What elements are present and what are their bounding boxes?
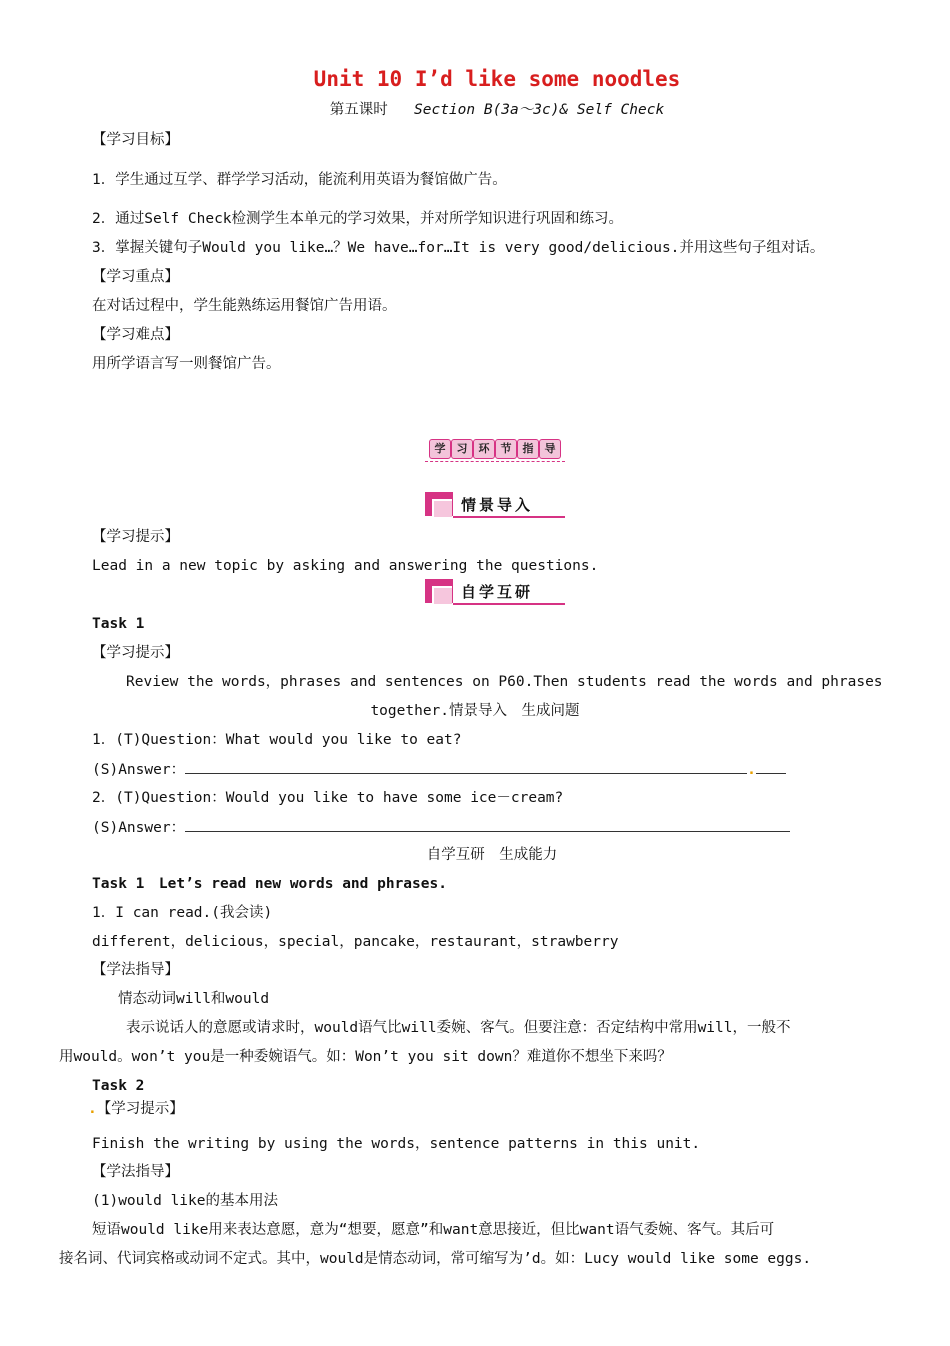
objective-item: 3．掌握关键句子Would you like…？We have…for…It is very good/delicious.并用这些句子组对话。 bbox=[92, 240, 825, 256]
objective-item: 2．通过Self Check检测学生本单元的学习效果，并对所学知识进行巩固和练习。 bbox=[92, 211, 624, 227]
guide-char: 习 bbox=[451, 439, 473, 459]
paragraph-line: 接名词、代词宾格或动词不定式。其中，would是情态动词，常可缩写为’d。如：Lucy would like some eggs. bbox=[59, 1251, 812, 1267]
guide-char: 导 bbox=[539, 439, 561, 459]
guide-divider bbox=[425, 461, 565, 462]
subheading: 自学互研 生成能力 bbox=[426, 847, 558, 863]
answer-blank[interactable] bbox=[185, 759, 747, 774]
answer-blank[interactable] bbox=[185, 817, 790, 832]
dot-mark: . bbox=[747, 762, 756, 778]
lesson-section: Section B(3a～3c)& Self Check bbox=[414, 102, 665, 118]
answer-label: (S)Answer： bbox=[92, 762, 186, 778]
difficulties-text: 用所学语言写一则餐馆广告。 bbox=[92, 356, 281, 372]
answer-blank[interactable] bbox=[756, 759, 786, 774]
section-banner-lead-in bbox=[425, 492, 565, 518]
lesson-number: 第五课时 bbox=[329, 102, 388, 118]
tip-heading: 【学习提示】 bbox=[96, 1101, 184, 1117]
objectives-heading: 【学习目标】 bbox=[92, 132, 179, 148]
guide-char: 学 bbox=[429, 439, 451, 459]
list-item: 1．I can read.(我会读) bbox=[92, 905, 273, 921]
objective-item: 1．学生通过互学、群学学习活动，能流利用英语为餐馆做广告。 bbox=[92, 172, 507, 188]
tip-text: Lead in a new topic by asking and answering the questions. bbox=[92, 558, 599, 574]
question: 1．(T)Question：What would you like to eat? bbox=[92, 732, 462, 748]
tip-heading: 【学习提示】 bbox=[92, 645, 179, 661]
difficulties-heading: 【学习难点】 bbox=[92, 327, 179, 343]
answer-label: (S)Answer： bbox=[92, 820, 186, 836]
usage-title: (1)would like的基本用法 bbox=[92, 1193, 278, 1209]
tip-text: together.情景导入 生成问题 bbox=[370, 703, 580, 719]
banner-square-icon bbox=[425, 579, 453, 603]
paragraph-line: 短语would like用来表达意愿，意为“想要，愿意”和want意思接近，但比want语气委婉、客气。其后可 bbox=[92, 1222, 775, 1238]
lesson-subtitle bbox=[0, 100, 950, 120]
answer-row bbox=[92, 817, 790, 838]
task-title: Task 1 bbox=[92, 616, 145, 632]
dot-mark: . bbox=[88, 1101, 97, 1117]
guide-char: 环 bbox=[473, 439, 495, 459]
paragraph-line: 用would。won’t you是一种委婉语气。如：Won’t you sit down？难道你不想坐下来吗？ bbox=[59, 1049, 672, 1065]
key-points-heading: 【学习重点】 bbox=[92, 269, 179, 285]
guide-char: 节 bbox=[495, 439, 517, 459]
question: 2．(T)Question：Would you like to have some ice－cream? bbox=[92, 790, 564, 806]
guide-char: 指 bbox=[517, 439, 539, 459]
task-title: Task 2 bbox=[92, 1078, 145, 1094]
paragraph-line: 表示说话人的意愿或请求时，would语气比will委婉、客气。但要注意：否定结构中常用will，一般不 bbox=[126, 1020, 791, 1036]
modal-title: 情态动词will和would bbox=[118, 991, 270, 1007]
method-heading: 【学法指导】 bbox=[92, 1164, 179, 1180]
task-title: Task 1 Let’s read new words and phrases. bbox=[92, 876, 447, 892]
key-points-text: 在对话过程中，学生能熟练运用餐馆广告用语。 bbox=[92, 298, 397, 314]
tip-heading-row bbox=[88, 1099, 184, 1119]
banner-label: 自学互研 bbox=[461, 583, 534, 601]
banner-label: 情景导入 bbox=[461, 496, 534, 514]
section-banner-self-study bbox=[425, 579, 565, 605]
answer-row bbox=[92, 759, 786, 780]
tip-text: Review the words，phrases and sentences on P60.Then students read the words and phrases bbox=[126, 674, 883, 690]
page-title: Unit 10 I’d like some noodles bbox=[313, 67, 681, 91]
method-heading: 【学法指导】 bbox=[92, 962, 179, 978]
guide-banner bbox=[425, 437, 565, 463]
tip-heading: 【学习提示】 bbox=[92, 529, 179, 545]
tip-text: Finish the writing by using the words，sentence patterns in this unit. bbox=[92, 1136, 701, 1152]
banner-square-icon bbox=[425, 492, 453, 516]
word-list: different，delicious，special，pancake，restaurant，strawberry bbox=[92, 934, 619, 950]
